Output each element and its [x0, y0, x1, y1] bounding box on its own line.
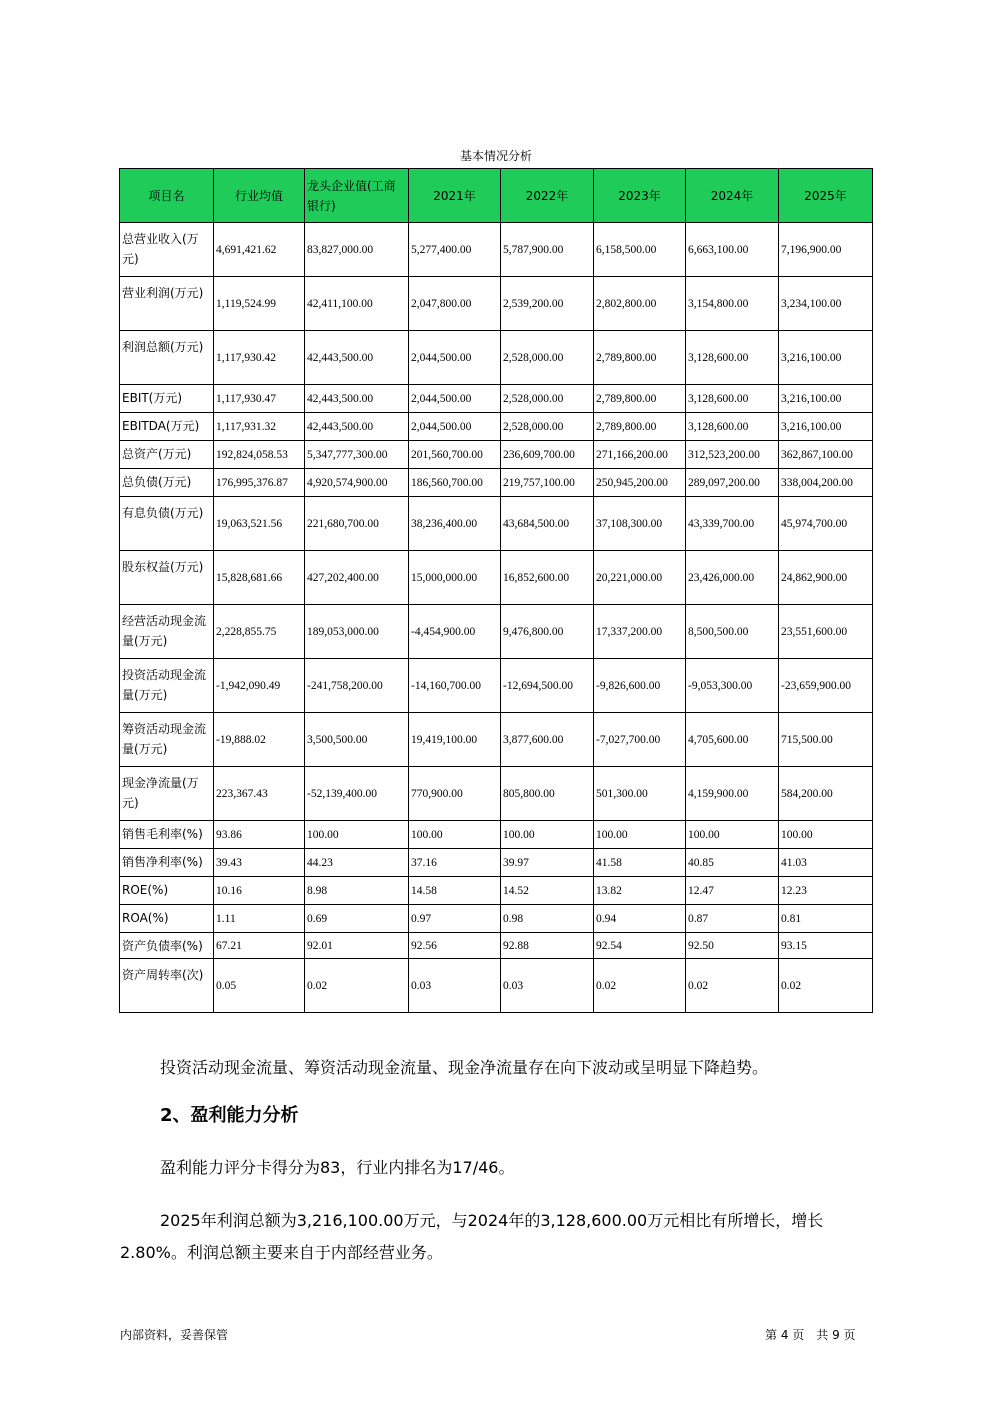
table-cell: 12.23: [779, 877, 873, 905]
table-cell: 42,443,500.00: [305, 413, 409, 441]
row-label: 资产负债率(%): [120, 933, 214, 959]
table-cell: 3,234,100.00: [779, 277, 873, 331]
table-cell: 501,300.00: [594, 767, 686, 821]
table-row: [120, 277, 873, 331]
table-cell: 41.58: [594, 849, 686, 877]
table-cell: 0.98: [501, 905, 594, 933]
row-label: 销售净利率(%): [120, 849, 214, 877]
row-label: EBITDA(万元): [120, 413, 214, 441]
table-row: [120, 877, 873, 905]
table-cell: 16,852,600.00: [501, 551, 594, 605]
row-label: 总负债(万元): [120, 469, 214, 497]
table-cell: 41.03: [779, 849, 873, 877]
table-cell: 44.23: [305, 849, 409, 877]
table-cell: 42,411,100.00: [305, 277, 409, 331]
table-cell: 43,339,700.00: [686, 497, 779, 551]
table-caption: 基本情况分析: [459, 149, 532, 163]
table-cell: 186,560,700.00: [409, 469, 501, 497]
table-row: [120, 469, 873, 497]
table-cell: 92.01: [305, 933, 409, 959]
table-row: [120, 441, 873, 469]
table-cell: 10.16: [214, 877, 305, 905]
table-cell: 2,789,800.00: [594, 385, 686, 413]
table-row: [120, 905, 873, 933]
column-header: 2023年: [594, 169, 686, 223]
table-cell: 83,827,000.00: [305, 223, 409, 277]
table-cell: 14.52: [501, 877, 594, 905]
table-cell: 42,443,500.00: [305, 385, 409, 413]
table-cell: 4,705,600.00: [686, 713, 779, 767]
row-label: 筹资活动现金流量(万元): [120, 713, 214, 767]
section-heading: 2、盈利能力分析: [160, 1105, 299, 1126]
table-cell: 7,196,900.00: [779, 223, 873, 277]
footer-confidential: 内部资料，妥善保管: [120, 1328, 229, 1342]
table-cell: 38,236,400.00: [409, 497, 501, 551]
row-label: ROE(%): [120, 877, 214, 905]
table-cell: 1,117,930.42: [214, 331, 305, 385]
table-cell: 100.00: [409, 821, 501, 849]
row-label: 股东权益(万元): [120, 551, 214, 605]
table-cell: 3,128,600.00: [686, 331, 779, 385]
table-cell: -7,027,700.00: [594, 713, 686, 767]
table-cell: 221,680,700.00: [305, 497, 409, 551]
column-header: 行业均值: [214, 169, 305, 223]
paragraph-score: 盈利能力评分卡得分为83，行业内排名为17/46。: [160, 1158, 515, 1177]
table-cell: -52,139,400.00: [305, 767, 409, 821]
table-cell: 2,228,855.75: [214, 605, 305, 659]
table-row: [120, 821, 873, 849]
table-cell: 37,108,300.00: [594, 497, 686, 551]
table-cell: 2,044,500.00: [409, 385, 501, 413]
row-label: 有息负债(万元): [120, 497, 214, 551]
table-cell: -9,053,300.00: [686, 659, 779, 713]
table-cell: 39.43: [214, 849, 305, 877]
table-cell: 805,800.00: [501, 767, 594, 821]
column-header: 2021年: [409, 169, 501, 223]
row-label: 投资活动现金流量(万元): [120, 659, 214, 713]
table-cell: 176,995,376.87: [214, 469, 305, 497]
row-label: 经营活动现金流量(万元): [120, 605, 214, 659]
table-cell: -4,454,900.00: [409, 605, 501, 659]
table-cell: 92.88: [501, 933, 594, 959]
table-cell: 2,528,000.00: [501, 413, 594, 441]
table-cell: 43,684,500.00: [501, 497, 594, 551]
table-cell: 3,128,600.00: [686, 413, 779, 441]
column-header: 2025年: [779, 169, 873, 223]
table-row: [120, 497, 873, 551]
table-cell: 1.11: [214, 905, 305, 933]
table-cell: 67.21: [214, 933, 305, 959]
basic-analysis-table: [119, 168, 873, 1013]
table-cell: 770,900.00: [409, 767, 501, 821]
table-cell: 2,528,000.00: [501, 385, 594, 413]
table-row: [120, 331, 873, 385]
table-cell: 3,128,600.00: [686, 385, 779, 413]
table-cell: 0.81: [779, 905, 873, 933]
table-cell: 8.98: [305, 877, 409, 905]
table-cell: 5,277,400.00: [409, 223, 501, 277]
table-cell: -1,942,090.49: [214, 659, 305, 713]
table-cell: 24,862,900.00: [779, 551, 873, 605]
table-cell: 0.05: [214, 959, 305, 1013]
table-cell: 0.03: [501, 959, 594, 1013]
table-cell: 2,789,800.00: [594, 331, 686, 385]
table-cell: 23,426,000.00: [686, 551, 779, 605]
table-cell: 39.97: [501, 849, 594, 877]
table-cell: 3,216,100.00: [779, 413, 873, 441]
table-cell: 93.86: [214, 821, 305, 849]
table-cell: 223,367.43: [214, 767, 305, 821]
table-cell: 15,828,681.66: [214, 551, 305, 605]
table-cell: 189,053,000.00: [305, 605, 409, 659]
table-cell: -23,659,900.00: [779, 659, 873, 713]
table-cell: 2,789,800.00: [594, 413, 686, 441]
row-label: 总资产(万元): [120, 441, 214, 469]
table-cell: 236,609,700.00: [501, 441, 594, 469]
table-cell: 715,500.00: [779, 713, 873, 767]
row-label: 营业利润(万元): [120, 277, 214, 331]
row-label: 总营业收入(万元): [120, 223, 214, 277]
table-row: [120, 223, 873, 277]
table-cell: 250,945,200.00: [594, 469, 686, 497]
table-cell: 12.47: [686, 877, 779, 905]
table-header-row: [120, 169, 873, 223]
table-cell: 192,824,058.53: [214, 441, 305, 469]
table-cell: 19,063,521.56: [214, 497, 305, 551]
table-cell: 312,523,200.00: [686, 441, 779, 469]
table-cell: 92.50: [686, 933, 779, 959]
table-cell: 4,159,900.00: [686, 767, 779, 821]
table-cell: 0.69: [305, 905, 409, 933]
table-cell: 0.02: [686, 959, 779, 1013]
paragraph-cashflow-trend: 投资活动现金流量、筹资活动现金流量、现金净流量存在向下波动或呈明显下降趋势。: [160, 1058, 769, 1077]
table-row: [120, 933, 873, 959]
table-cell: 362,867,100.00: [779, 441, 873, 469]
table-cell: 584,200.00: [779, 767, 873, 821]
table-cell: 2,802,800.00: [594, 277, 686, 331]
table-cell: 40.85: [686, 849, 779, 877]
table-cell: 42,443,500.00: [305, 331, 409, 385]
table-cell: 5,347,777,300.00: [305, 441, 409, 469]
table-cell: 2,539,200.00: [501, 277, 594, 331]
table-row: [120, 605, 873, 659]
table-cell: 3,500,500.00: [305, 713, 409, 767]
table-row: [120, 385, 873, 413]
table-cell: 1,117,931.32: [214, 413, 305, 441]
table-cell: 289,097,200.00: [686, 469, 779, 497]
table-cell: 2,528,000.00: [501, 331, 594, 385]
table-cell: -12,694,500.00: [501, 659, 594, 713]
table-row: [120, 413, 873, 441]
table-cell: 100.00: [501, 821, 594, 849]
table-cell: 100.00: [686, 821, 779, 849]
table-cell: 17,337,200.00: [594, 605, 686, 659]
footer-page-number: 第 4 页 共 9 页: [765, 1328, 856, 1342]
table-cell: 6,158,500.00: [594, 223, 686, 277]
table-row: [120, 767, 873, 821]
table-cell: 37.16: [409, 849, 501, 877]
table-cell: 19,419,100.00: [409, 713, 501, 767]
table-row: [120, 659, 873, 713]
table-cell: -241,758,200.00: [305, 659, 409, 713]
table-cell: 201,560,700.00: [409, 441, 501, 469]
table-cell: 100.00: [779, 821, 873, 849]
table-cell: 3,877,600.00: [501, 713, 594, 767]
table-row: [120, 551, 873, 605]
row-label: 销售毛利率(%): [120, 821, 214, 849]
table-cell: 4,691,421.62: [214, 223, 305, 277]
column-header: 龙头企业值(工商银行): [305, 169, 409, 223]
table-cell: 4,920,574,900.00: [305, 469, 409, 497]
table-cell: 2,047,800.00: [409, 277, 501, 331]
table-cell: 20,221,000.00: [594, 551, 686, 605]
table-cell: 0.94: [594, 905, 686, 933]
row-label: EBIT(万元): [120, 385, 214, 413]
table-cell: 23,551,600.00: [779, 605, 873, 659]
table-cell: 3,216,100.00: [779, 331, 873, 385]
table-cell: 3,154,800.00: [686, 277, 779, 331]
table-cell: 93.15: [779, 933, 873, 959]
table-cell: 2,044,500.00: [409, 413, 501, 441]
table-cell: 45,974,700.00: [779, 497, 873, 551]
table-cell: 5,787,900.00: [501, 223, 594, 277]
row-label: 现金净流量(万元): [120, 767, 214, 821]
table-cell: 427,202,400.00: [305, 551, 409, 605]
table-cell: 0.02: [594, 959, 686, 1013]
table-cell: 100.00: [594, 821, 686, 849]
table-cell: 271,166,200.00: [594, 441, 686, 469]
table-cell: -19,888.02: [214, 713, 305, 767]
table-cell: 6,663,100.00: [686, 223, 779, 277]
table-cell: 219,757,100.00: [501, 469, 594, 497]
column-header: 2024年: [686, 169, 779, 223]
table-cell: 338,004,200.00: [779, 469, 873, 497]
table-cell: -9,826,600.00: [594, 659, 686, 713]
table-cell: 100.00: [305, 821, 409, 849]
column-header: 2022年: [501, 169, 594, 223]
table-cell: 92.54: [594, 933, 686, 959]
row-label: 资产周转率(次): [120, 959, 214, 1013]
table-row: [120, 713, 873, 767]
table-cell: 0.87: [686, 905, 779, 933]
table-cell: 1,119,524.99: [214, 277, 305, 331]
table-cell: 1,117,930.47: [214, 385, 305, 413]
column-header: 项目名: [120, 169, 214, 223]
table-row: [120, 959, 873, 1013]
table-row: [120, 849, 873, 877]
table-cell: -14,160,700.00: [409, 659, 501, 713]
table-cell: 9,476,800.00: [501, 605, 594, 659]
table-cell: 0.02: [305, 959, 409, 1013]
table-cell: 13.82: [594, 877, 686, 905]
table-cell: 14.58: [409, 877, 501, 905]
table-cell: 8,500,500.00: [686, 605, 779, 659]
table-cell: 92.56: [409, 933, 501, 959]
table-cell: 0.97: [409, 905, 501, 933]
paragraph-profit-total: 2025年利润总额为3,216,100.00万元，与2024年的3,128,600.00万元相比有所增长，增长2.80%。利润总额主要来自于内部经营业务。: [120, 1211, 824, 1262]
table-cell: 15,000,000.00: [409, 551, 501, 605]
table-cell: 2,044,500.00: [409, 331, 501, 385]
row-label: ROA(%): [120, 905, 214, 933]
table-cell: 3,216,100.00: [779, 385, 873, 413]
table-cell: 0.02: [779, 959, 873, 1013]
table-cell: 0.03: [409, 959, 501, 1013]
row-label: 利润总额(万元): [120, 331, 214, 385]
